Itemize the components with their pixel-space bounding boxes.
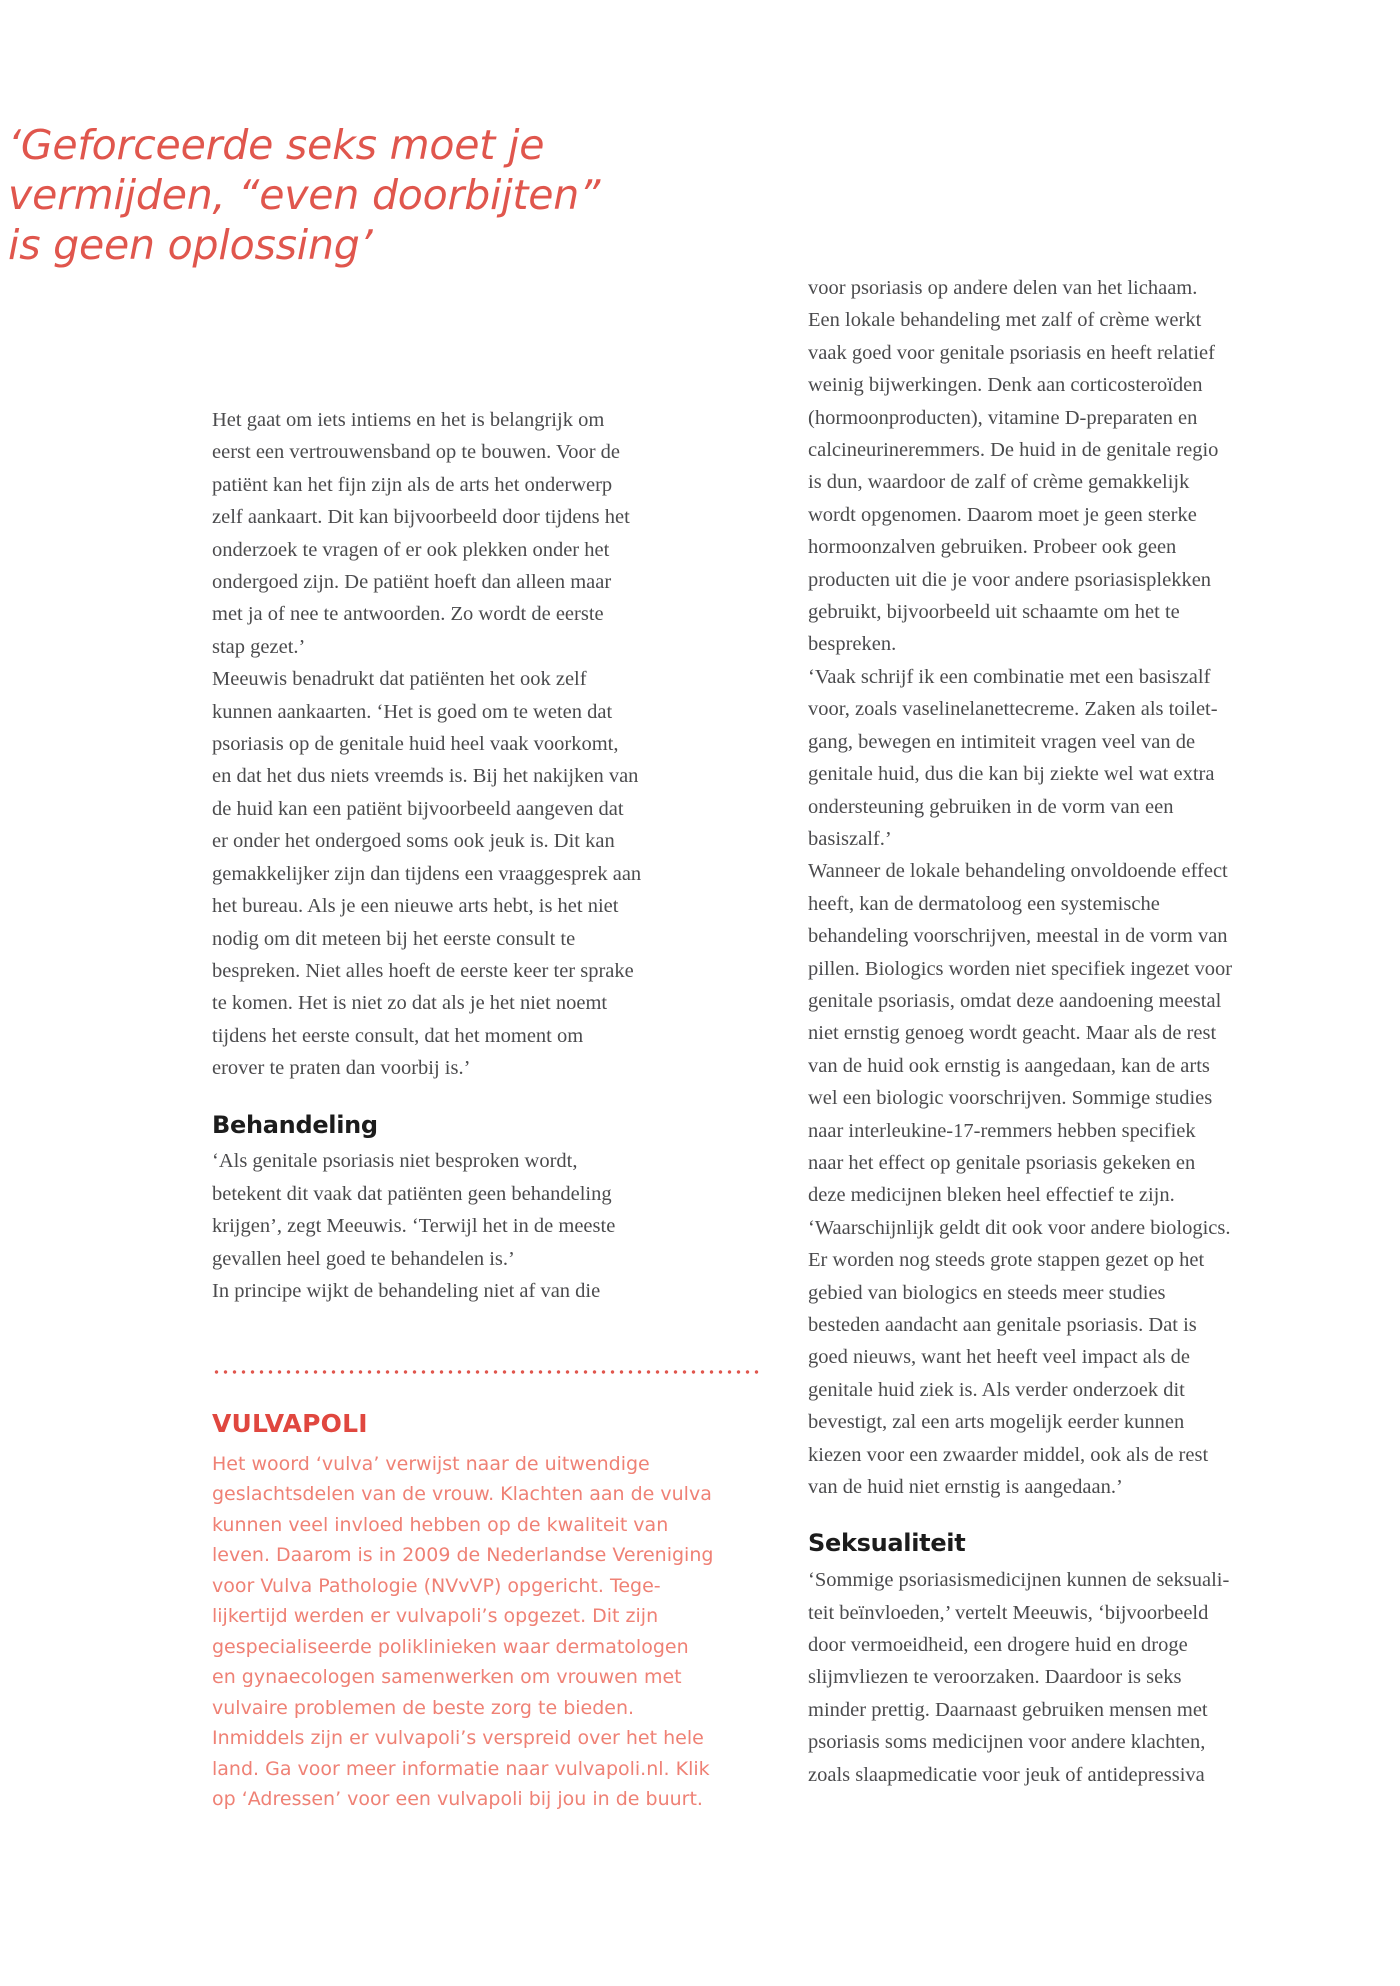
right-text-column (808, 272, 1356, 1791)
paragraph-right-1 (808, 272, 1356, 661)
text-line: ondergoed zijn. De patiënt hoeft dan alleen maar (212, 571, 612, 594)
text-line: genitale huid, dus die kan bij ziekte wel wat extra (808, 763, 1215, 786)
paragraph-right-2 (808, 661, 1356, 855)
text-line: genitale huid ziek is. Als verder onderzoek dit (808, 1378, 1185, 1401)
text-line: lijkertijd werden er vulvapoli’s opgezet. Dit zijn (212, 1605, 659, 1627)
text-line: het bureau. Als je een nieuwe arts hebt, is het niet (212, 895, 619, 918)
text-line: gang, bewegen en intimiteit vragen veel van de (808, 730, 1196, 753)
text-line: ‘Als genitale psoriasis niet besproken wordt, (212, 1150, 578, 1173)
text-line: zoals slaapmedicatie voor jeuk of antidepressiva (808, 1763, 1205, 1786)
text-line: calcineurineremmers. De huid in de genitale regio (808, 439, 1219, 462)
text-line: psoriasis op de genitale huid heel vaak voorkomt, (212, 733, 619, 756)
subheading-seksualiteit: Seksualiteit (808, 1529, 966, 1558)
text-line: goed nieuws, want het heeft veel impact als de (808, 1346, 1190, 1369)
text-line: patiënt kan het fijn zijn als de arts het onderwerp (212, 473, 613, 496)
text-line: teit beïnvloeden,’ vertelt Meeuwis, ‘bijvoorbeeld (808, 1601, 1209, 1624)
text-line: bespreken. Niet alles hoeft de eerste keer ter sprake (212, 959, 634, 982)
text-line: stap gezet.’ (212, 635, 306, 658)
text-line: producten uit die je voor andere psoriasisplekken (808, 568, 1212, 591)
text-line: gebied van biologics en steeds meer studies (808, 1281, 1166, 1304)
text-line: Meeuwis benadrukt dat patiënten het ook zelf (212, 668, 587, 691)
text-line: bevestigt, zal een arts mogelijk eerder kunnen (808, 1411, 1185, 1434)
text-line: leven. Daarom is in 2009 de Nederlandse Vereniging (212, 1544, 714, 1566)
text-line: er onder het ondergoed soms ook jeuk is. Dit kan (212, 830, 615, 853)
text-line: ondersteuning gebruiken in de vorm van een (808, 795, 1174, 818)
text-line: deze medicijnen bleken heel effectief te zijn. (808, 1184, 1175, 1207)
text-line: Inmiddels zijn er vulvapoli’s verspreid over het hele (212, 1727, 704, 1749)
text-line: (hormoonproducten), vitamine D-preparaten en (808, 406, 1198, 429)
text-line: kunnen aankaarten. ‘Het is goed om te weten dat (212, 700, 613, 723)
text-line: naar het effect op genitale psoriasis gekeken en (808, 1151, 1196, 1174)
text-line: In principe wijkt de behandeling niet af van die (212, 1279, 601, 1302)
text-line: van de huid niet ernstig is aangedaan.’ (808, 1476, 1123, 1499)
text-line: vulvaire problemen de beste zorg te bieden. (212, 1696, 635, 1719)
text-line: heeft, kan de dermatoloog een systemische (808, 892, 1160, 915)
text-line: bespreken. (808, 633, 897, 656)
text-line: te komen. Het is niet zo dat als je het niet noemt (212, 992, 608, 1015)
dotted-divider (212, 1370, 760, 1374)
text-line: met ja of nee te antwoorden. Zo wordt de eerste (212, 603, 604, 626)
text-line: slijmvliezen te veroorzaken. Daardoor is seks (808, 1666, 1182, 1689)
text-line: en gynaecologen samenwerken om vrouwen met (212, 1666, 682, 1688)
vulvapoli-sidebar (212, 1370, 760, 1815)
text-line: krijgen’, zegt Meeuwis. ‘Terwijl het in de meeste (212, 1215, 616, 1238)
paragraph-right-5 (808, 1564, 1356, 1791)
text-line: kiezen voor een zwaarder middel, ook als de rest (808, 1443, 1209, 1466)
text-line: voor Vulva Pathologie (NVvVP) opgericht. Tege- (212, 1574, 661, 1597)
text-line: gemakkelijker zijn dan tijdens een vraaggesprek aan (212, 862, 642, 885)
text-line: besteden aandacht aan genitale psoriasis. Dat is (808, 1314, 1197, 1336)
text-line: minder prettig. Daarnaast gebruiken mensen met (808, 1698, 1208, 1721)
text-line: Het woord ‘vulva’ verwijst naar de uitwendige (212, 1452, 650, 1475)
paragraph-right-4 (808, 1212, 1356, 1504)
text-line: ‘Waarschijnlijk geldt dit ook voor andere biologics. (808, 1216, 1231, 1239)
text-line: weinig bijwerkingen. Denk aan corticosteroïden (808, 374, 1203, 397)
text-line: gebruikt, bijvoorbeeld uit schaamte om het te (808, 601, 1180, 624)
text-line: naar interleukine-17-remmers hebben specifiek (808, 1119, 1196, 1142)
text-line: vaak goed voor genitale psoriasis en heeft relatief (808, 341, 1215, 364)
text-line: eerst een vertrouwensband op te bouwen. Voor de (212, 441, 620, 464)
text-line: geslachtsdelen van de vrouw. Klachten aan de vulva (212, 1483, 712, 1505)
paragraph-left-4 (212, 1275, 752, 1307)
text-line: wordt opgenomen. Daarom moet je geen sterke (808, 503, 1197, 526)
paragraph-left-2 (212, 663, 752, 1084)
text-line: nodig om dit meteen bij het eerste consult te (212, 927, 576, 950)
text-line: erover te praten dan voorbij is.’ (212, 1057, 471, 1080)
text-line: genitale psoriasis, omdat deze aandoening meestal (808, 989, 1222, 1012)
headline-line: ‘Geforceerde seks moet je (8, 121, 545, 169)
text-line: ‘Sommige psoriasismedicijnen kunnen de seksuali- (808, 1569, 1230, 1592)
text-line: hormoonzalven gebruiken. Probeer ook geen (808, 536, 1177, 559)
text-line: niet ernstig genoeg wordt geacht. Maar als de rest (808, 1022, 1217, 1045)
text-line: Het gaat om iets intiems en het is belangrijk om (212, 409, 605, 431)
article-headline (8, 120, 768, 270)
text-line: pillen. Biologics worden niet specifiek ingezet voor (808, 957, 1233, 980)
text-line: land. Ga voor meer informatie naar vulvapoli.nl. Klik (212, 1757, 710, 1780)
subheading-behandeling: Behandeling (212, 1110, 378, 1139)
text-line: op ‘Adressen’ voor een vulvapoli bij jou in de buurt. (212, 1788, 703, 1810)
left-text-column (212, 404, 752, 1307)
text-line: en dat het dus niets vreemds is. Bij het nakijken van (212, 765, 639, 788)
text-line: is dun, waardoor de zalf of crème gemakkelijk (808, 471, 1190, 494)
text-line: tijdens het eerste consult, dat het moment om (212, 1024, 584, 1047)
text-line: behandeling voorschrijven, meestal in de vorm van (808, 925, 1228, 948)
text-line: ‘Vaak schrijf ik een combinatie met een basiszalf (808, 665, 1211, 688)
text-line: Er worden nog steeds grote stappen gezet op het (808, 1249, 1205, 1272)
text-line: de huid kan een patiënt bijvoorbeeld aangeven dat (212, 797, 624, 820)
text-line: zelf aankaart. Dit kan bijvoorbeeld door tijdens het (212, 506, 630, 529)
vulvapoli-title: VULVAPOLI (212, 1409, 368, 1438)
text-line: voor psoriasis op andere delen van het lichaam. (808, 277, 1198, 299)
text-line: wel een biologic voorschrijven. Sommige studies (808, 1087, 1213, 1110)
text-line: Wanneer de lokale behandeling onvoldoende effect (808, 860, 1228, 883)
text-line: voor, zoals vaselinelanettecreme. Zaken als toilet- (808, 698, 1218, 721)
paragraph-left-3 (212, 1145, 752, 1275)
text-line: Een lokale behandeling met zalf of crème werkt (808, 309, 1202, 332)
text-line: van de huid ook ernstig is aangedaan, kan de arts (808, 1054, 1210, 1077)
paragraph-left-1 (212, 404, 752, 663)
paragraph-right-3 (808, 855, 1356, 1211)
text-line: gespecialiseerde poliklinieken waar dermatologen (212, 1635, 689, 1658)
vulvapoli-body (212, 1449, 760, 1815)
text-line: gevallen heel goed te behandelen is.’ (212, 1247, 515, 1270)
text-line: kunnen veel invloed hebben op de kwaliteit van (212, 1513, 669, 1536)
text-line: onderzoek te vragen of er ook plekken onder het (212, 538, 610, 561)
text-line: psoriasis soms medicijnen voor andere klachten, (808, 1731, 1206, 1754)
text-line: basiszalf.’ (808, 827, 892, 850)
text-line: door vermoeidheid, een drogere huid en droge (808, 1634, 1188, 1657)
text-line: betekent dit vaak dat patiënten geen behandeling (212, 1182, 612, 1205)
headline-line: vermijden, “even doorbijten” (8, 171, 601, 220)
headline-line: is geen oplossing’ (8, 221, 373, 270)
